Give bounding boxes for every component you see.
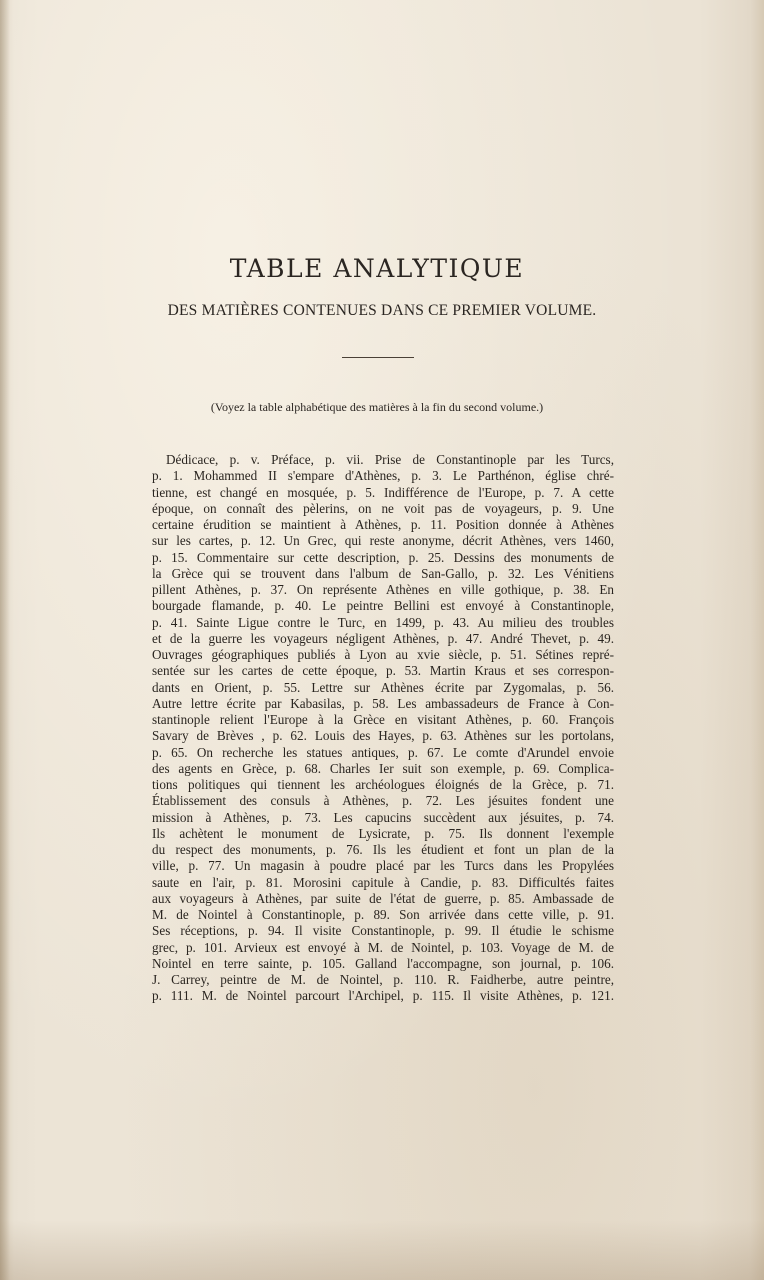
text-line: bourgade flamande, p. 40. Le peintre Bellini est envoyé à Constantinople, bbox=[152, 598, 614, 614]
text-line: tienne, est changé en mosquée, p. 5. Indifférence de l'Europe, p. 7. A cette bbox=[152, 484, 614, 500]
text-line: Ils achètent le monument de Lysicrate, p. 75. Ils donnent l'exemple bbox=[152, 825, 614, 841]
text-line: et de la guerre les voyageurs négligent Athènes, p. 47. André Thevet, p. 49. bbox=[152, 630, 614, 646]
text-line: Autre lettre écrite par Kabasilas, p. 58. Les ambassadeurs de France à Con- bbox=[152, 695, 614, 711]
text-line: Savary de Brèves , p. 62. Louis des Hayes, p. 63. Athènes sur les portolans, bbox=[152, 728, 614, 744]
text-line: p. 65. On recherche les statues antiques, p. 67. Le comte d'Arundel envoie bbox=[152, 744, 614, 760]
text-line: Ouvrages géographiques publiés à Lyon au xvie siècle, p. 51. Sétines repré- bbox=[152, 647, 614, 662]
text-line: la Grèce qui se trouvent dans l'album de San-Gallo, p. 32. Les Vénitiens bbox=[152, 565, 614, 581]
text-line: Ses réceptions, p. 94. Il visite Constantinople, p. 99. Il étudie le schisme bbox=[152, 923, 614, 939]
text-line: p. 1. Mohammed II s'empare d'Athènes, p. 3. Le Parthénon, église chré- bbox=[152, 468, 614, 484]
text-line: sur les cartes, p. 12. Un Grec, qui reste anonyme, décrit Athènes, vers 1460, bbox=[152, 533, 614, 549]
text-line: M. de Nointel à Constantinople, p. 89. Son arrivée dans cette ville, p. 91. bbox=[152, 907, 614, 922]
table-body-paragraph bbox=[152, 452, 614, 1005]
text-line: sentée sur les cartes de cette époque, p. 53. Martin Kraus et ses correspon- bbox=[152, 663, 614, 679]
text-line: aux voyageurs à Athènes, par suite de l'état de guerre, p. 85. Ambassade de bbox=[152, 890, 614, 906]
text-line: J. Carrey, peintre de M. de Nointel, p. 110. R. Faidherbe, autre peintre, bbox=[152, 972, 614, 987]
page-title: TABLE ANALYTIQUE bbox=[229, 254, 525, 283]
text-line: p. 41. Sainte Ligue contre le Turc, en 1499, p. 43. Au milieu des troubles bbox=[152, 614, 614, 630]
text-line: p. 111. M. de Nointel parcourt l'Archipel, p. 115. Il visite Athènes, p. 121. bbox=[152, 988, 614, 1004]
text-line: stantinople relient l'Europe à la Grèce en visitant Athènes, p. 60. François bbox=[152, 712, 614, 727]
divider-rule bbox=[342, 357, 414, 358]
text-line: certaine érudition se maintient à Athènes, p. 11. Position donnée à Athènes bbox=[152, 517, 614, 532]
text-line: des agents en Grèce, p. 68. Charles Ier suit son exemple, p. 69. Complica- bbox=[152, 760, 614, 776]
cross-reference-note: (Voyez la table alphabétique des matières à la fin du second volume.) bbox=[210, 400, 544, 414]
text-line: grec, p. 101. Arvieux est envoyé à M. de Nointel, p. 103. Voyage de M. de bbox=[152, 939, 614, 955]
text-line: du respect des monuments, p. 76. Ils les étudient et font un plan de la bbox=[152, 842, 614, 857]
text-line: mission à Athènes, p. 73. Les capucins succèdent aux jésuites, p. 74. bbox=[152, 809, 614, 825]
text-line: dants en Orient, p. 55. Lettre sur Athènes écrite par Zygomalas, p. 56. bbox=[152, 679, 614, 695]
text-line: p. 15. Commentaire sur cette description, p. 25. Dessins des monuments de bbox=[152, 549, 614, 565]
text-line: saute en l'air, p. 81. Morosini capitule à Candie, p. 83. Difficultés faites bbox=[152, 874, 614, 890]
text-line: pillent Athènes, p. 37. On représente Athènes en ville gothique, p. 38. En bbox=[152, 582, 614, 597]
text-line: tions politiques qui tiennent les archéologues éloignés de la Grèce, p. 71. bbox=[152, 777, 614, 792]
text-line: époque, on connaît des pèlerins, on ne voit pas de voyageurs, p. 9. Une bbox=[152, 500, 614, 516]
text-line: Établissement des consuls à Athènes, p. 72. Les jésuites fondent une bbox=[152, 793, 614, 809]
text-line: Nointel en terre sainte, p. 105. Galland l'accompagne, son journal, p. 106. bbox=[152, 955, 614, 971]
page-subtitle: DES MATIÈRES CONTENUES DANS CE PREMIER VOLUME. bbox=[167, 302, 597, 319]
text-line: Dédicace, p. v. Préface, p. vii. Prise de Constantinople par les Turcs, bbox=[166, 452, 614, 467]
text-line: ville, p. 77. Un magasin à poudre placé par les Turcs dans les Propylées bbox=[152, 858, 614, 874]
